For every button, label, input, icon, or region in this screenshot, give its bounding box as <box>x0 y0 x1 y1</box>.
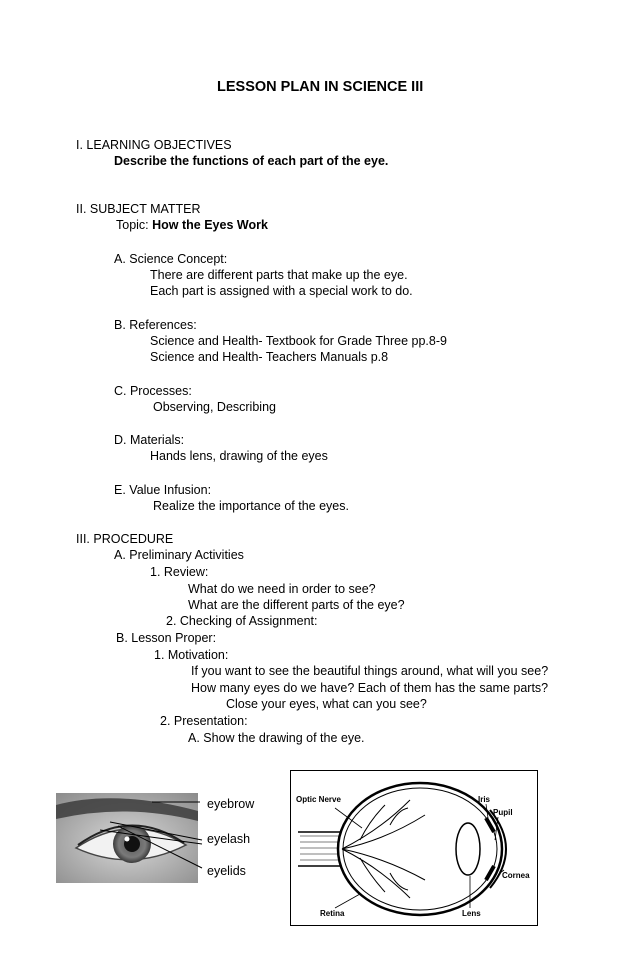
motivation-label: 1. Motivation: <box>154 648 229 662</box>
lesson-proper-label: B. Lesson Proper: <box>116 631 217 645</box>
eyelids-label: eyelids <box>207 864 246 878</box>
optic-nerve-label: Optic Nerve <box>296 795 341 804</box>
presentation-item: A. Show the drawing of the eye. <box>188 731 365 745</box>
subject-matter-heading: II. SUBJECT MATTER <box>76 202 201 216</box>
review-label: 1. Review: <box>150 565 209 579</box>
retina-label: Retina <box>320 909 345 918</box>
processes-text: Observing, Describing <box>153 400 276 414</box>
reference-line: Science and Health- Textbook for Grade Three pp.8-9 <box>150 334 447 348</box>
eyelash-label: eyelash <box>207 832 251 846</box>
procedure-heading: III. PROCEDURE <box>76 532 174 546</box>
review-question: What are the different parts of the eye? <box>188 598 405 612</box>
topic-label: Topic: <box>116 218 149 232</box>
motivation-question: Close your eyes, what can you see? <box>226 697 427 711</box>
concept-line: Each part is assigned with a special work to do. <box>150 284 413 298</box>
concept-line: There are different parts that make up the eye. <box>150 268 408 282</box>
materials-label: D. Materials: <box>114 433 185 447</box>
objectives-heading: I. LEARNING OBJECTIVES <box>76 138 232 152</box>
references-label: B. References: <box>114 318 197 332</box>
reference-line: Science and Health- Teachers Manuals p.8 <box>150 350 389 364</box>
checking-label: 2. Checking of Assignment: <box>166 614 318 628</box>
eye-anatomy-diagram <box>290 770 538 926</box>
pupil-label: Pupil <box>493 808 513 817</box>
page-title: LESSON PLAN IN SCIENCE III <box>217 79 424 95</box>
preliminary-label: A. Preliminary Activities <box>114 548 244 562</box>
topic-value: How the Eyes Work <box>152 218 268 232</box>
value-text: Realize the importance of the eyes. <box>153 499 349 513</box>
objectives-text: Describe the functions of each part of the eye. <box>114 154 389 168</box>
eyebrow-label: eyebrow <box>207 797 255 811</box>
concept-label: A. Science Concept: <box>114 252 228 266</box>
motivation-question: If you want to see the beautiful things around, what will you see? <box>191 664 549 678</box>
materials-text: Hands lens, drawing of the eyes <box>150 449 328 463</box>
presentation-label: 2. Presentation: <box>160 714 248 728</box>
processes-label: C. Processes: <box>114 384 192 398</box>
review-question: What do we need in order to see? <box>188 582 376 596</box>
iris-label: Iris <box>478 795 491 804</box>
cornea-label: Cornea <box>502 871 530 880</box>
value-label: E. Value Infusion: <box>114 483 212 497</box>
motivation-question: How many eyes do we have? Each of them has the same parts? <box>191 681 549 695</box>
lens-label: Lens <box>462 909 481 918</box>
